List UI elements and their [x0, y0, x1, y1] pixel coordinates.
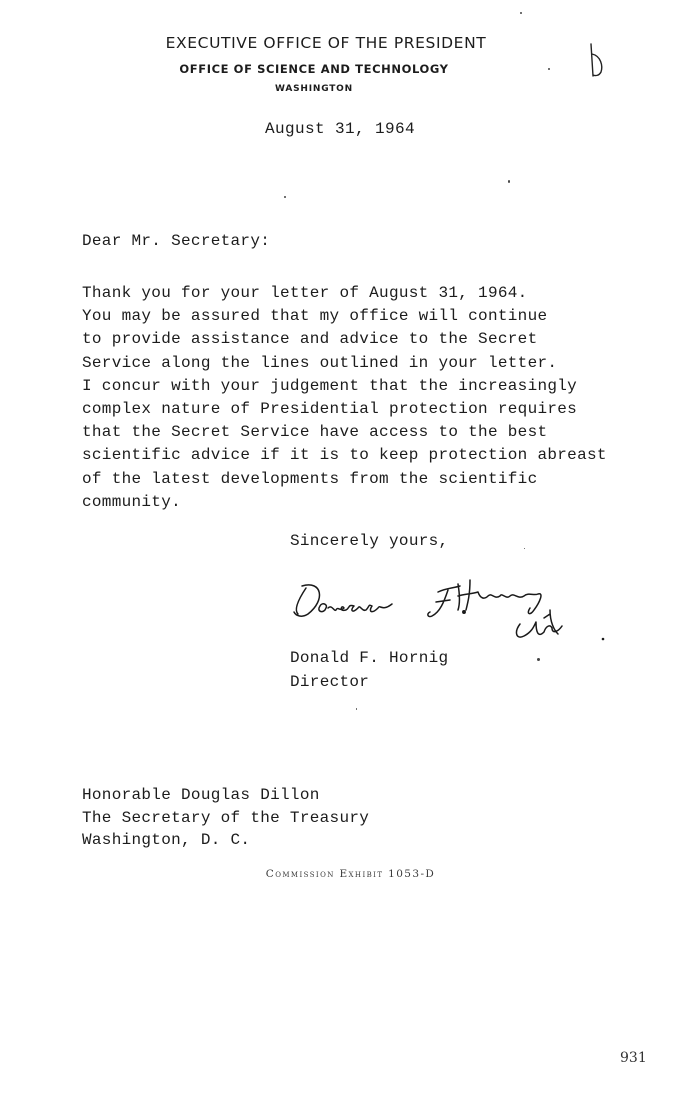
body-line: that the Secret Service have access to the best [82, 423, 548, 442]
closing: Sincerely yours, [290, 532, 449, 550]
handwritten-signature [288, 566, 618, 648]
scan-speck [284, 196, 286, 198]
scan-speck [508, 180, 510, 183]
scan-speck [537, 658, 540, 661]
scan-speck [520, 12, 522, 14]
body-line: scientific advice if it is to keep protection abreast [82, 446, 607, 465]
scan-speck [356, 708, 357, 710]
addressee-city: Washington, D. C. [82, 831, 251, 849]
body-line: of the latest developments from the scientific [82, 469, 538, 488]
signer-name: Donald F. Hornig [290, 649, 449, 667]
letterhead-office: OFFICE OF SCIENCE AND TECHNOLOGY [179, 62, 449, 76]
body-line: to provide assistance and advice to the Secret [82, 330, 538, 349]
body-line: I concur with your judgement that the increasingly [82, 376, 578, 395]
body-line: You may be assured that my office will continue [82, 307, 548, 326]
letter-date: August 31, 1964 [265, 120, 416, 138]
letter-body [82, 282, 607, 514]
page-number: 931 [620, 1050, 647, 1066]
body-line: complex nature of Presidential protection requires [82, 400, 578, 419]
scan-speck [548, 68, 550, 70]
signer-title: Director [290, 673, 370, 691]
handwritten-d-mark [585, 40, 609, 82]
salutation: Dear Mr. Secretary: [82, 232, 271, 250]
exhibit-label: Commission Exhibit 1053-D [265, 868, 436, 880]
body-line: Thank you for your letter of August 31, 1964. [82, 284, 528, 302]
addressee-block [82, 784, 369, 852]
body-line: community. [82, 492, 182, 511]
scan-speck [524, 548, 525, 549]
addressee-title: The Secretary of the Treasury [82, 808, 370, 827]
signature-block [290, 646, 448, 694]
body-line: Service along the lines outlined in your letter. [82, 353, 558, 372]
letterhead-title: EXECUTIVE OFFICE OF THE PRESIDENT [165, 34, 487, 52]
letterhead-city: WASHINGTON [275, 84, 353, 94]
addressee-name: Honorable Douglas Dillon [82, 786, 320, 804]
